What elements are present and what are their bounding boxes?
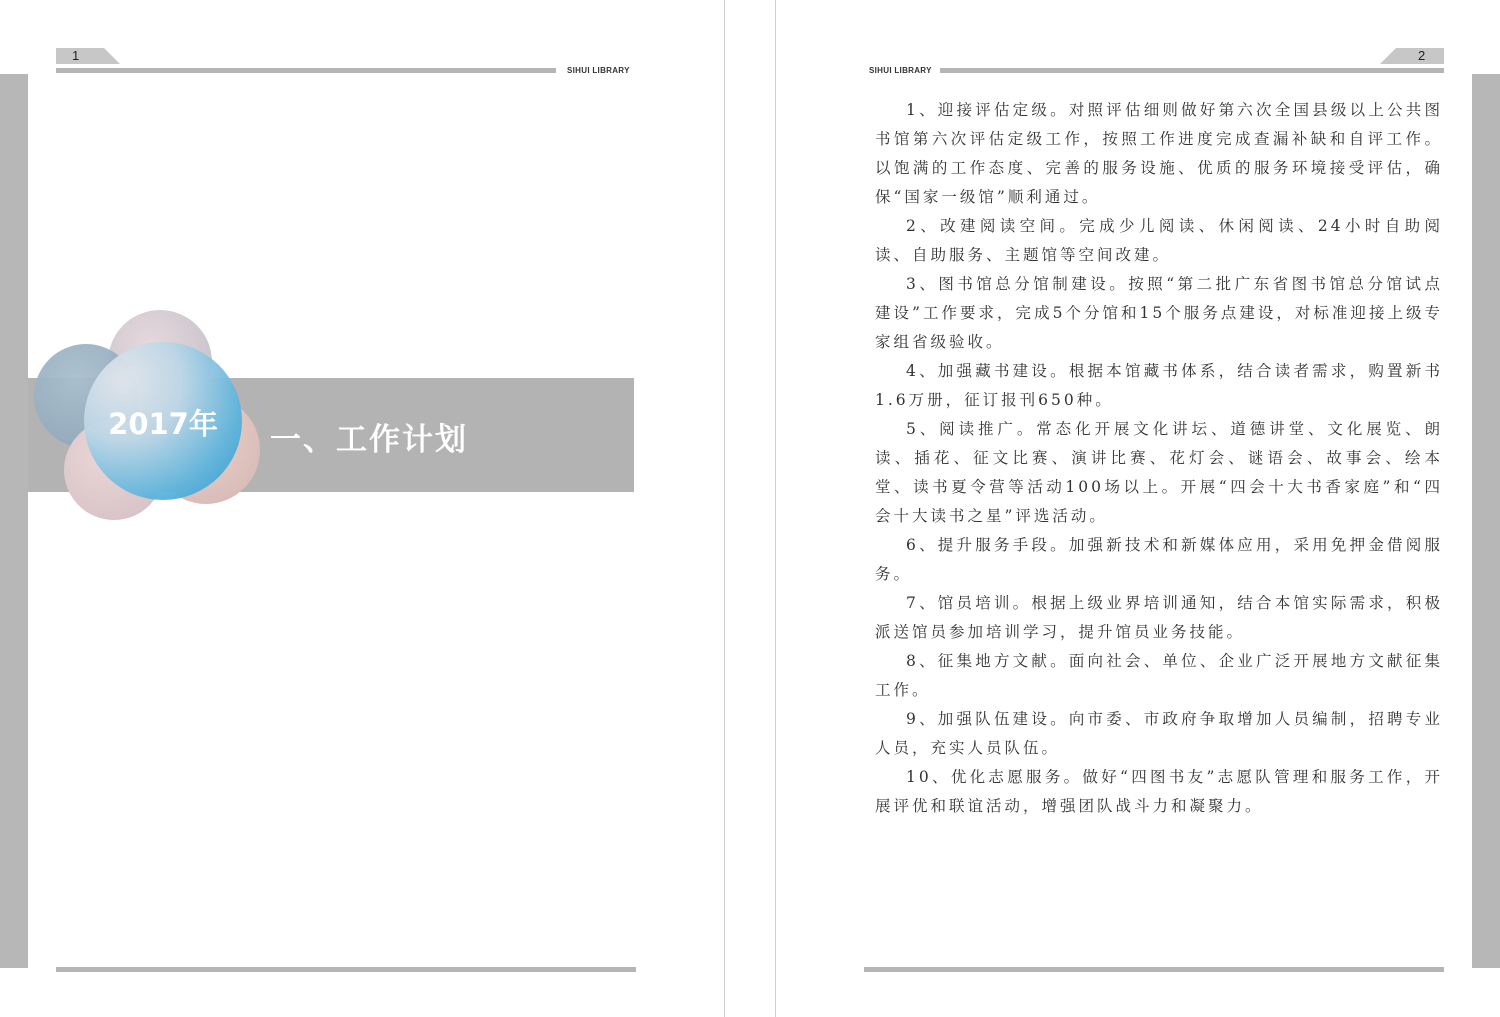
library-name: SIHUI LIBRARY bbox=[567, 66, 630, 75]
left-page bbox=[0, 0, 724, 1017]
list-item: 10、优化志愿服务。做好“四图书友”志愿队管理和服务工作，开展评优和联谊活动，增强团队战斗力和凝聚力。 bbox=[875, 768, 1443, 815]
list-item: 9、加强队伍建设。向市委、市政府争取增加人员编制，招聘专业人员，充实人员队伍。 bbox=[875, 710, 1443, 757]
section-title: 一、工作计划 bbox=[270, 422, 468, 458]
library-name: SIHUI LIBRARY bbox=[869, 66, 932, 75]
list-item: 4、加强藏书建设。根据本馆藏书体系，结合读者需求，购置新书1.6万册，征订报刊650种。 bbox=[875, 362, 1443, 409]
page-number-tab bbox=[1380, 48, 1444, 64]
page-number: 1 bbox=[72, 48, 80, 63]
list-item: 7、馆员培训。根据上级业界培训通知，结合本馆实际需求，积极派送馆员参加培训学习，提升馆员业务技能。 bbox=[875, 594, 1443, 641]
list-item: 1、迎接评估定级。对照评估细则做好第六次全国县级以上公共图书馆第六次评估定级工作，按照工作进度完成查漏补缺和自评工作。以饱满的工作态度、完善的服务设施、优质的服务环境接受评估，确保“国家一级馆”顺利通过。 bbox=[875, 101, 1443, 206]
list-item: 6、提升服务手段。加强新技术和新媒体应用，采用免押金借阅服务。 bbox=[875, 536, 1443, 583]
list-item: 5、阅读推广。常态化开展文化讲坛、道德讲堂、文化展览、朗读、插花、征文比赛、演讲比赛、花灯会、谜语会、故事会、绘本堂、读书夏令营等活动100场以上。开展“四会十大书香家庭”和“四会十大读书之星”评选活动。 bbox=[875, 420, 1443, 525]
right-side-bar bbox=[1472, 74, 1500, 968]
year-label: 2017年 bbox=[108, 407, 218, 441]
page-number: 2 bbox=[1418, 48, 1426, 63]
header-rule bbox=[56, 68, 556, 73]
list-item: 3、图书馆总分馆制建设。按照“第二批广东省图书馆总分馆试点建设”工作要求，完成5个分馆和15个服务点建设，对标准迎接上级专家组省级验收。 bbox=[875, 275, 1443, 351]
header-rule bbox=[940, 68, 1444, 73]
work-plan-list bbox=[875, 96, 1443, 821]
left-side-bar bbox=[0, 74, 28, 968]
page-number-tab bbox=[56, 48, 120, 64]
footer-rule bbox=[56, 967, 636, 972]
footer-rule bbox=[864, 967, 1444, 972]
list-item: 2、改建阅读空间。完成少儿阅读、休闲阅读、24小时自助阅读、自助服务、主题馆等空间改建。 bbox=[875, 217, 1443, 264]
list-item: 8、征集地方文献。面向社会、单位、企业广泛开展地方文献征集工作。 bbox=[875, 652, 1443, 699]
spine-left-edge bbox=[724, 0, 725, 1017]
